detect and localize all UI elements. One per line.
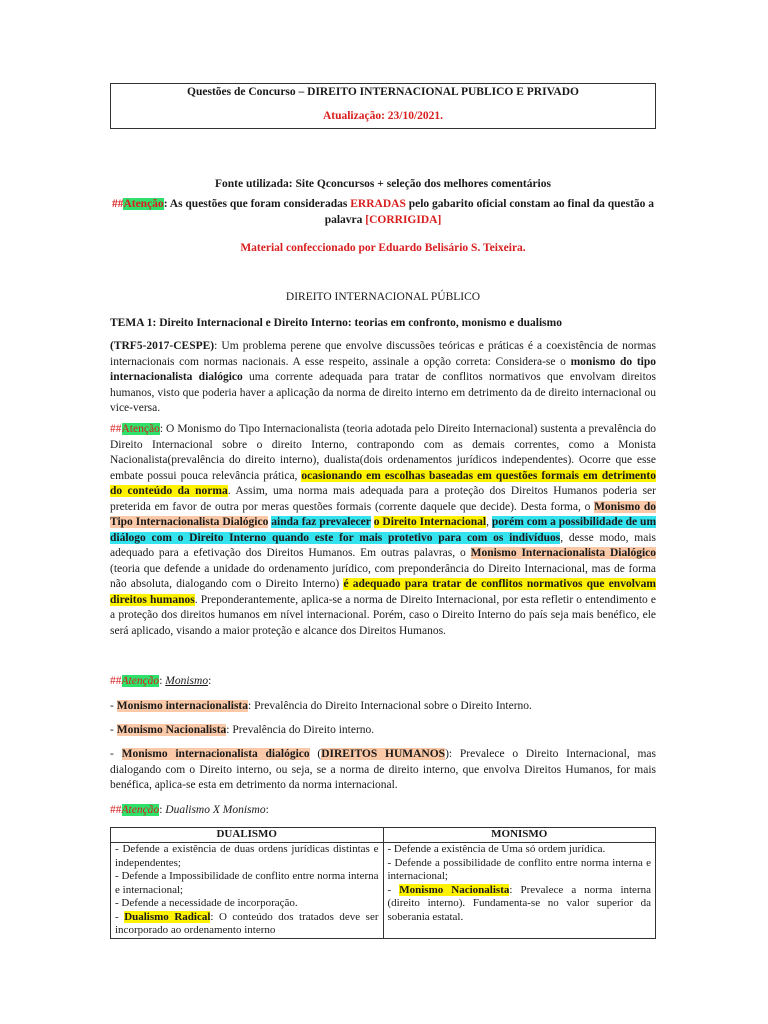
author-line: Material confeccionado por Eduardo Belisário S. Teixeira. [240, 242, 526, 254]
table-row [111, 843, 656, 939]
update-date: Atualização: 23/10/2021. [322, 110, 444, 122]
attention-tag: Atenção [121, 675, 160, 687]
attention-tag: Atenção [123, 198, 164, 210]
table-header-row [111, 828, 656, 843]
question-paragraph: (TRF5-2017-CESPE): Um problema perene que envolve discussões teóricas e práticas é a coexistência de normas internacionais com normas nacionais. A esse respeito, assinale a opção correta: Considera-se o monismo do tipo internacionalista dialógico uma corrente adequada para tratar de conflitos normativos que envolvam direitos humanos, visto que poderia haver a aplicação da norma de direito interno em detrimento da de direito internacional ou vice-versa. [110, 340, 656, 414]
dualismo-cell: - Defende a existência de duas ordens jurídicas distintas e independentes; - Defende a Impossibilidade de conflito entre norma interna e internacional; - Defende a necessidade de incorporação. - Dualismo Radical: O conteúdo dos tratados deve ser incorporado ao ordenamento interno [111, 843, 384, 939]
monismo-cell: - Defende a existência de Uma só ordem jurídica. - Defende a possibilidade de conflito entre norma interna e internacional; - Monismo Nacionalista: Prevalece a norma interna (direito interno). Fundamenta-se no valor superior da soberania estatal. [383, 843, 656, 939]
attention-tag: Atenção [121, 423, 160, 435]
monismo-item: - Monismo internacionalista: Prevalência do Direito Internacional sobre o Direito Interno. [110, 700, 532, 712]
attention-tag: Atenção [121, 804, 160, 816]
comparison-table [110, 827, 656, 939]
header-box [110, 83, 656, 129]
section-title: DIREITO INTERNACIONAL PÚBLICO [285, 291, 481, 303]
source-line: Fonte utilizada: Site Qconcursos + seleção dos melhores comentários [215, 178, 551, 190]
comment-paragraph: ##Atenção: O Monismo do Tipo Internacionalista (teoria adotada pelo Direito Internacional) sustenta a prevalência do Direito Internacional sobre o direito Interno, contrapondo com as demais correntes, como a Monista Nacionalista(prevalência do direito interno), dualista(dois ordenamentos jurídicos independentes). Ocorre que esse embate possui pouca relevância prática, ocasionando em escolhas baseadas em questões formais em detrimento do conteúdo da norma. Assim, uma norma mais adequada para a proteção dos Direitos Humanos poderia ser preterida em favor de outra por meras questões formais (corrente daquele que decide). Desta forma, o Monismo do Tipo Internacionalista Dialógico ainda faz prevalecer o Direito Internacional, porém com a possibilidade de um diálogo com o Direito Interno quando este for mais protetivo para com os indivíduos, desse modo, mais adequado para a efetivação dos Direitos Humanos. Em outras palavras, o Monismo Internacionalista Dialógico (teoria que defende a unidade do ordenamento jurídico, com preponderância do Direito Internacional, mas de forma não absoluta, dialogando com o Direito Interno) é adequado para tratar de conflitos normativos que envolvam direitos humanos. Preponderantemente, aplica-se a norma de Direito Internacional, por esta refletir o entendimento e a proteção dos direitos humanos em nível internacional. Porém, caso o Direito Interno do país seja mais benéfico, ele será aplicado, visando a maior proteção e alcance dos Direitos Humanos. [110, 423, 657, 637]
tema-heading: TEMA 1: Direito Internacional e Direito Interno: teorias em confronto, monismo e dualismo [110, 317, 562, 329]
document-title: Questões de Concurso – DIREITO INTERNACIONAL PUBLICO E PRIVADO [187, 86, 579, 98]
table-header-dualismo: DUALISMO [111, 828, 384, 843]
monismo-item: - Monismo Nacionalista: Prevalência do Direito interno. [110, 724, 375, 736]
monismo-note: ##Atenção: Monismo: [110, 675, 212, 687]
monismo-item: - Monismo internacionalista dialógico (DIREITOS HUMANOS): Prevalece o Direito Internacional, mas dialogando com o Direito interno, ou seja, se a norma de direito interno, que envolva Direitos Humanos, for mais benéfica, aplica-se esta em detrimento da norma internacional. [110, 748, 656, 791]
dualismo-note: ##Atenção: Dualismo X Monismo: [110, 804, 269, 816]
table-header-monismo: MONISMO [383, 828, 656, 843]
attention-note: ##Atenção: As questões que foram consideradas ERRADAS pelo gabarito oficial constam ao final da questão a palavra [CORRIGIDA] [111, 198, 655, 226]
